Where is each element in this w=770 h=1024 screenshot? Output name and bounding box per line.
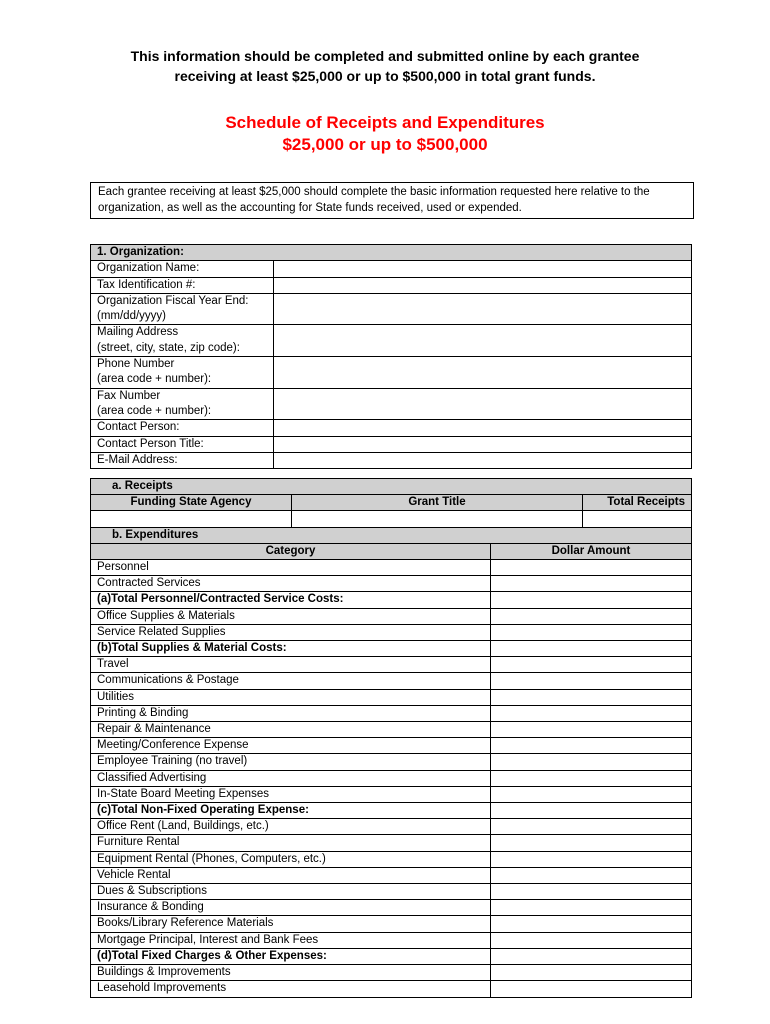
field-label-line-1: Tax Identification #:	[97, 278, 196, 291]
organization-field-row	[91, 357, 692, 389]
expenditure-total-row	[91, 641, 692, 657]
field-label-line-2: (area code + number):	[97, 404, 212, 417]
expenditure-category: Insurance & Bonding	[91, 900, 491, 916]
dollar-amount-field[interactable]	[491, 738, 692, 754]
expenditure-category: (a)Total Personnel/Contracted Service Costs:	[91, 592, 491, 608]
dollar-amount-field[interactable]	[491, 867, 692, 883]
col-dollar-amount: Dollar Amount	[491, 543, 692, 559]
field-label	[91, 420, 274, 436]
organization-field-row	[91, 261, 692, 277]
expenditure-total-row	[91, 948, 692, 964]
expenditure-category: Dues & Subscriptions	[91, 884, 491, 900]
field-value[interactable]	[274, 293, 692, 325]
expenditure-category: Meeting/Conference Expense	[91, 738, 491, 754]
expenditure-category: (b)Total Supplies & Material Costs:	[91, 641, 491, 657]
expenditure-category: Buildings & Improvements	[91, 965, 491, 981]
dollar-amount-field[interactable]	[491, 624, 692, 640]
expenditure-total-row	[91, 803, 692, 819]
field-label-line-2: (mm/dd/yyyy)	[97, 310, 166, 323]
dollar-amount-field[interactable]	[491, 608, 692, 624]
dollar-amount-field[interactable]	[491, 786, 692, 802]
organization-field-row	[91, 452, 692, 468]
expenditure-category: Service Related Supplies	[91, 624, 491, 640]
expenditure-category: Employee Training (no travel)	[91, 754, 491, 770]
field-value[interactable]	[274, 261, 692, 277]
total-receipts-field[interactable]	[583, 511, 692, 527]
field-label	[91, 261, 274, 277]
field-label-line-1: Fax Number	[97, 389, 161, 402]
dollar-amount-field[interactable]	[491, 592, 692, 608]
dollar-amount-field[interactable]	[491, 900, 692, 916]
intro-text	[60, 46, 710, 86]
field-label-line-1: Phone Number	[97, 358, 175, 371]
dollar-amount-field[interactable]	[491, 689, 692, 705]
field-label-line-1: Contact Person:	[97, 421, 180, 434]
expenditure-row	[91, 965, 692, 981]
field-value[interactable]	[274, 388, 692, 420]
expenditure-category: Classified Advertising	[91, 770, 491, 786]
field-label-line-1: Mailing Address	[97, 326, 179, 339]
expenditure-category: Repair & Maintenance	[91, 722, 491, 738]
dollar-amount-field[interactable]	[491, 641, 692, 657]
expenditure-total-row	[91, 592, 692, 608]
field-label	[91, 436, 274, 452]
field-label-line-1: Contact Person Title:	[97, 437, 204, 450]
expenditure-row	[91, 884, 692, 900]
expenditure-row	[91, 722, 692, 738]
expenditure-row	[91, 851, 692, 867]
expenditure-row	[91, 770, 692, 786]
title-line-1: Schedule of Receipts and Expenditures	[225, 113, 545, 132]
expenditure-row	[91, 932, 692, 948]
receipts-expenditures-table	[90, 478, 692, 998]
dollar-amount-field[interactable]	[491, 884, 692, 900]
field-label-line-1: Organization Fiscal Year End:	[97, 294, 249, 307]
expenditure-row	[91, 738, 692, 754]
dollar-amount-field[interactable]	[491, 932, 692, 948]
dollar-amount-field[interactable]	[491, 851, 692, 867]
expenditure-row	[91, 576, 692, 592]
dollar-amount-field[interactable]	[491, 722, 692, 738]
expenditure-category: (c)Total Non-Fixed Operating Expense:	[91, 803, 491, 819]
field-label-line-1: E-Mail Address:	[97, 453, 178, 466]
dollar-amount-field[interactable]	[491, 803, 692, 819]
expenditure-row	[91, 916, 692, 932]
expenditure-row	[91, 624, 692, 640]
field-label	[91, 277, 274, 293]
organization-table	[90, 244, 692, 469]
receipts-columns-row	[91, 495, 692, 511]
expenditure-category: Printing & Binding	[91, 705, 491, 721]
expenditure-category: In-State Board Meeting Expenses	[91, 786, 491, 802]
field-value[interactable]	[274, 436, 692, 452]
organization-field-row	[91, 420, 692, 436]
col-total-receipts: Total Receipts	[583, 495, 692, 511]
field-label-line-1: Organization Name:	[97, 262, 200, 275]
expenditures-heading: b. Expenditures	[91, 527, 692, 543]
expenditure-category: Office Supplies & Materials	[91, 608, 491, 624]
organization-header-row	[91, 245, 692, 261]
expenditure-category: Vehicle Rental	[91, 867, 491, 883]
expenditures-columns-row	[91, 543, 692, 559]
expenditure-row	[91, 754, 692, 770]
expenditure-category: Mortgage Principal, Interest and Bank Fees	[91, 932, 491, 948]
expenditure-category: (d)Total Fixed Charges & Other Expenses:	[91, 948, 491, 964]
expenditure-category: Leasehold Improvements	[91, 981, 491, 997]
funding-state-agency-field[interactable]	[91, 511, 292, 527]
dollar-amount-field[interactable]	[491, 948, 692, 964]
expenditure-row	[91, 608, 692, 624]
expenditure-row	[91, 900, 692, 916]
dollar-amount-field[interactable]	[491, 835, 692, 851]
organization-field-row	[91, 388, 692, 420]
expenditure-row	[91, 689, 692, 705]
expenditure-category: Travel	[91, 657, 491, 673]
expenditure-row	[91, 981, 692, 997]
expenditure-category: Furniture Rental	[91, 835, 491, 851]
expenditure-row	[91, 657, 692, 673]
field-value[interactable]	[274, 452, 692, 468]
instructions-box: Each grantee receiving at least $25,000 should complete the basic information requested here relative to the organization, as well as the accounting for State funds received, used or expended.	[90, 182, 694, 219]
dollar-amount-field[interactable]	[491, 965, 692, 981]
page-title	[60, 112, 710, 156]
organization-field-row	[91, 293, 692, 325]
expenditure-category: Utilities	[91, 689, 491, 705]
title-line-2: $25,000 or up to $500,000	[282, 135, 488, 154]
field-label	[91, 452, 274, 468]
expenditure-row	[91, 786, 692, 802]
field-label	[91, 293, 274, 325]
dollar-amount-field[interactable]	[491, 705, 692, 721]
field-label-line-2: (street, city, state, zip code):	[97, 341, 240, 354]
expenditure-category: Books/Library Reference Materials	[91, 916, 491, 932]
expenditure-category: Contracted Services	[91, 576, 491, 592]
expenditure-row	[91, 560, 692, 576]
dollar-amount-field[interactable]	[491, 981, 692, 997]
expenditure-category: Personnel	[91, 560, 491, 576]
field-value[interactable]	[274, 420, 692, 436]
expenditure-row	[91, 705, 692, 721]
field-label	[91, 357, 274, 389]
intro-line-1: This information should be completed and submitted online by each grantee	[130, 48, 640, 64]
expenditure-row	[91, 867, 692, 883]
expenditure-row	[91, 835, 692, 851]
dollar-amount-field[interactable]	[491, 657, 692, 673]
receipts-heading: a. Receipts	[91, 479, 692, 495]
intro-line-2: receiving at least $25,000 or up to $500,000 in total grant funds.	[174, 68, 596, 84]
organization-field-row	[91, 325, 692, 357]
expenditure-category: Equipment Rental (Phones, Computers, etc.)	[91, 851, 491, 867]
dollar-amount-field[interactable]	[491, 673, 692, 689]
field-label-line-2: (area code + number):	[97, 373, 212, 386]
field-label	[91, 388, 274, 420]
col-grant-title: Grant Title	[292, 495, 583, 511]
receipts-entry-row	[91, 511, 692, 527]
expenditures-heading-row	[91, 527, 692, 543]
organization-heading: 1. Organization:	[91, 245, 692, 261]
field-label	[91, 325, 274, 357]
dollar-amount-field[interactable]	[491, 560, 692, 576]
dollar-amount-field[interactable]	[491, 576, 692, 592]
field-value[interactable]	[274, 277, 692, 293]
field-value[interactable]	[274, 357, 692, 389]
dollar-amount-field[interactable]	[491, 754, 692, 770]
receipts-heading-row	[91, 479, 692, 495]
col-category: Category	[91, 543, 491, 559]
expenditure-category: Communications & Postage	[91, 673, 491, 689]
expenditure-category: Office Rent (Land, Buildings, etc.)	[91, 819, 491, 835]
expenditure-row	[91, 673, 692, 689]
field-value[interactable]	[274, 325, 692, 357]
col-funding-state-agency: Funding State Agency	[91, 495, 292, 511]
grant-title-field[interactable]	[292, 511, 583, 527]
organization-field-row	[91, 436, 692, 452]
organization-field-row	[91, 277, 692, 293]
dollar-amount-field[interactable]	[491, 770, 692, 786]
dollar-amount-field[interactable]	[491, 916, 692, 932]
dollar-amount-field[interactable]	[491, 819, 692, 835]
expenditure-row	[91, 819, 692, 835]
